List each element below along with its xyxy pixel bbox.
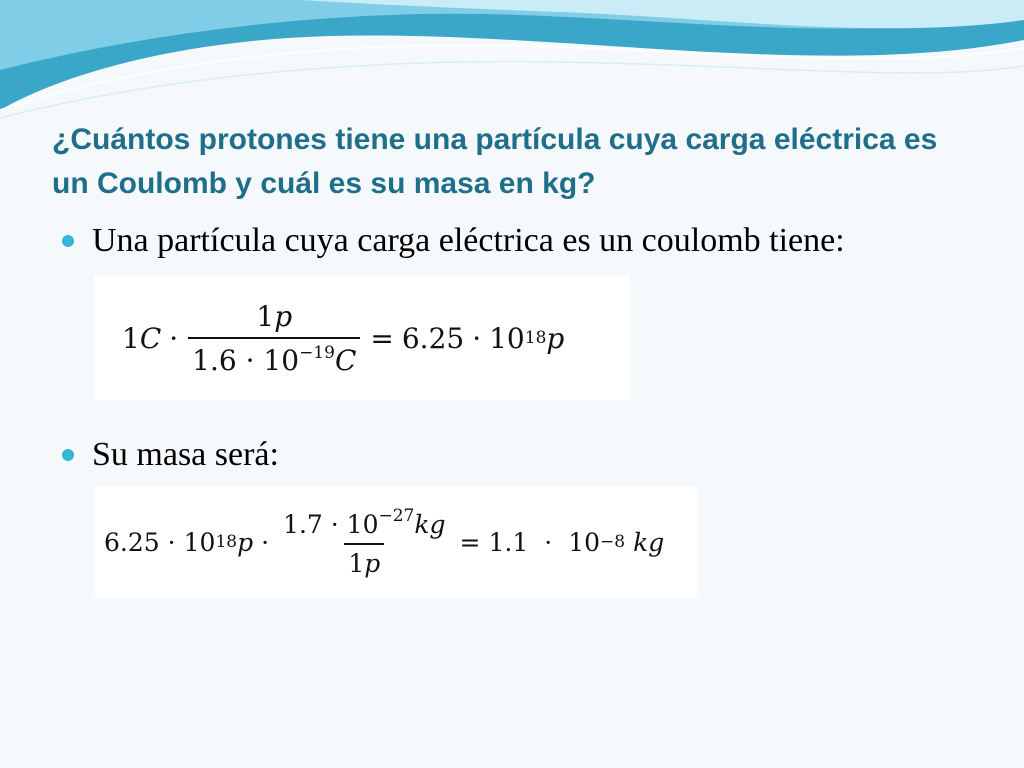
eq1-res-unit: p — [546, 321, 565, 355]
eq2-num-base: 10 — [346, 510, 379, 539]
eq2-res-dot: · — [544, 527, 553, 557]
eq1-den-unit: C — [334, 343, 357, 377]
eq1-res-exp: 18 — [524, 328, 547, 348]
eq1-equals: = — [370, 321, 394, 355]
eq1-lhs-unit: C — [139, 321, 162, 355]
eq2-numerator — [279, 506, 449, 543]
equation-protons — [94, 276, 630, 400]
eq2-equals: = — [459, 527, 481, 557]
eq2-den-coef: 1 — [348, 549, 365, 578]
eq1-res-coef: 6.25 — [401, 321, 465, 355]
eq2-res-coef: 1.1 — [488, 527, 529, 557]
eq2-num-exp: −27 — [378, 506, 415, 526]
eq2-num-coef: 1.7 — [283, 510, 323, 539]
bullet-text: Su masa será: — [92, 436, 279, 473]
eq2-res-unit: kg — [633, 527, 665, 557]
eq1-fraction — [188, 300, 360, 377]
bullet-dot-icon — [62, 235, 74, 247]
eq2-denominator — [344, 543, 384, 578]
bullet-item — [62, 222, 845, 260]
bullet-text: Una partícula cuya carga eléctrica es un coulomb tiene: — [92, 222, 845, 259]
eq2-lhs-exp: 18 — [215, 532, 238, 552]
bullet-dot-icon — [62, 449, 74, 461]
eq1-res-dot: · — [472, 321, 482, 355]
eq2-dot: · — [261, 527, 270, 557]
eq1-num-coef: 1 — [256, 299, 275, 333]
eq2-num-dot: · — [330, 510, 339, 539]
header-wave-decoration — [0, 0, 1024, 120]
eq2-fraction — [279, 506, 449, 578]
slide-title: ¿Cuántos protones tiene una partícula cuya carga eléctrica es un Coulomb y cuál es su masa en kg? — [52, 123, 938, 200]
eq2-lhs-base: 10 — [183, 527, 216, 557]
eq1-den-coef: 1.6 — [192, 343, 237, 377]
eq2-lhs-unit: p — [237, 527, 254, 557]
eq1-lhs-coef: 1 — [122, 321, 140, 355]
eq2-res-exp: −8 — [600, 532, 626, 552]
eq1-dot: · — [169, 321, 179, 355]
eq1-numerator — [252, 300, 296, 337]
equation-mass — [94, 486, 698, 598]
bullet-item — [62, 436, 279, 474]
eq2-res-base: 10 — [568, 527, 601, 557]
eq1-res-base: 10 — [489, 321, 525, 355]
eq2-lhs-coef: 6.25 — [104, 527, 160, 557]
eq2-den-unit: p — [364, 549, 381, 578]
eq2-lhs-dot: · — [167, 527, 176, 557]
eq1-den-dot: · — [245, 343, 255, 377]
eq1-num-unit: p — [274, 299, 293, 333]
eq2-num-unit: kg — [414, 510, 446, 539]
eq1-den-base: 10 — [263, 343, 300, 377]
eq1-den-exp: −19 — [299, 342, 335, 363]
eq1-denominator — [188, 337, 360, 377]
